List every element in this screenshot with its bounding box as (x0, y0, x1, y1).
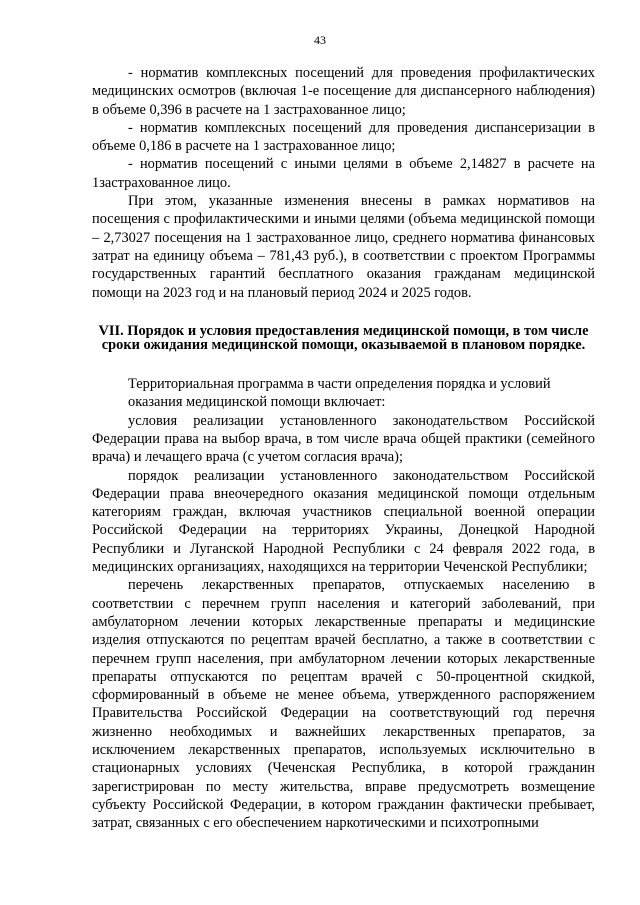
paragraph-norm-preventive: - норматив комплексных посещений для проведения профилактических медицинских осмотров (включая 1-е посещение для диспансерного наблюдения) в объеме 0,396 в расчете на 1 застрахованное лицо; (92, 65, 595, 118)
paragraph-changes: При этом, указанные изменения внесены в рамках нормативов на посещения с профилактическими и иными целями (объема медицинской помощи – 2,73027 посещения на 1 застрахованное лицо, среднего норматива финансовых затрат на единицу объема – 781,43 руб.), в соответствии с проектом Программы государственных гарантий бесплатного оказания гражданам медицинской помощи на 2023 год и на плановый период 2024 и 2025 годов. (92, 193, 595, 301)
section-heading: VII. Порядок и условия предоставления медицинской помощи, в том числе сроки ожидания медицинской помощи, оказываемой в плановом порядке. (98, 322, 589, 354)
paragraph-intro: Территориальная программа в части определения порядка и условий оказания медицинской помощи включает: (128, 376, 551, 411)
paragraph-drug-list: перечень лекарственных препаратов, отпускаемых населению в соответствии с перечнем групп населения и категорий заболеваний, при амбулаторном лечении которых лекарственные препараты и медицинские изделия отпускаются по рецептам врачей бесплатно, а также в соответствии с перечнем групп населения, при амбулаторном лечении которых лекарственные препараты отпускаются по рецептам врачей с 50-процентной скидкой, сформированный в объеме не менее объема, утвержденного распоряжением Правительства Российской Федерации на соответствующий год перечня жизненно необходимых и важнейших лекарственных препаратов, за исключением лекарственных препаратов, используемых исключительно в стационарных условиях (Чеченская Республика, в которой гражданин зарегистрирован по месту жительства, вправе предусмотреть возмещение субъекту Российской Федерации, в котором гражданин фактически пребывает, затрат, связанных с его обеспечением наркотическими и психотропными (92, 577, 595, 832)
page-number: 43 (314, 33, 326, 47)
paragraph-norm-other: - норматив посещений с иными целями в объеме 2,14827 в расчете на 1застрахованное лицо. (92, 156, 595, 191)
paragraph-norm-dispensary: - норматив комплексных посещений для проведения диспансеризации в объеме 0,186 в расчете на 1 застрахованное лицо; (92, 119, 595, 155)
document-body (92, 64, 595, 832)
paragraph-priority-care: порядок реализации установленного законодательством Российской Федерации права внеочередного оказания медицинской помощи отдельным категориям граждан, включая участников специальной военной операции Российской Федерации на территориях Украины, Донецкой Народной Республики и Луганской Народной Республики с 24 февраля 2022 года, в медицинских организациях, находящихся на территории Чеченской Республики; (92, 467, 595, 576)
paragraph-choice-of-doctor: условия реализации установленного законодательством Российской Федерации права на выбор врача, в том числе врача общей практики (семейного врача) и лечащего врача (с учетом согласия врача); (92, 412, 595, 466)
